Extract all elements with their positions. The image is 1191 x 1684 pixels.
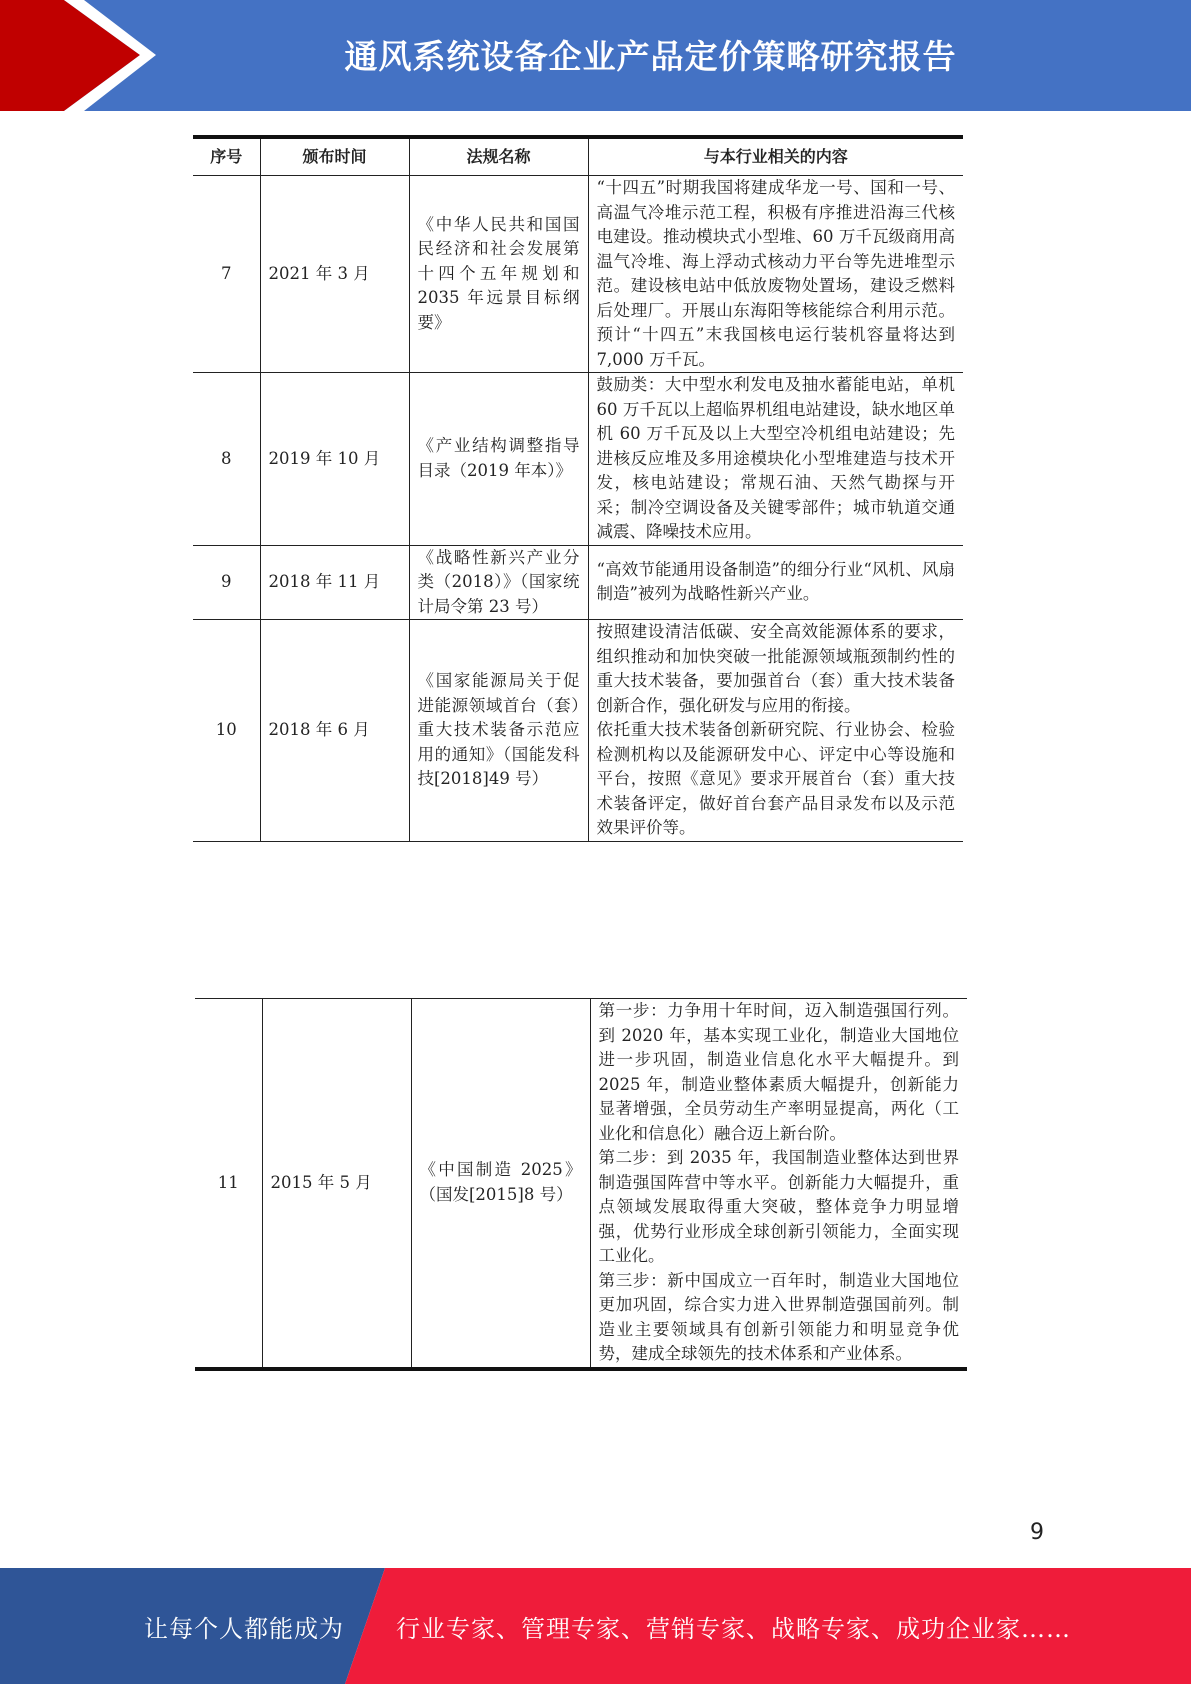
content-paragraph: 依托重大技术装备创新研究院、行业协会、检验检测机构以及能源研发中心、评定中心等设施和平台，按照《意见》要求开展首台（套）重大技术装备评定，做好首台套产品目录发布以及示范效果评价等。 (596, 720, 955, 837)
header-chevron-decoration (0, 0, 160, 111)
row-content (588, 545, 963, 620)
content-paragraph: 按照建设清洁低碳、安全高效能源体系的要求，组织推动和加快突破一批能源领域瓶颈制约性的重大技术装备，要加强首台（套）重大技术装备创新合作，强化研发与应用的衔接。 (596, 622, 955, 715)
row-number: 11 (195, 999, 262, 1369)
regulations-table-continued (195, 998, 967, 1371)
content-paragraph: 第三步：新中国成立一百年时，制造业大国地位更加巩固，综合实力进入世界制造强国前列。制造业主要领域具有创新引领能力和明显竞争优势，建成全球领先的技术体系和产业体系。 (598, 1270, 959, 1363)
table-row (193, 176, 963, 373)
page-number: 9 (1030, 1520, 1044, 1545)
column-header-law: 法规名称 (409, 137, 588, 176)
row-number: 10 (193, 620, 260, 842)
row-number: 8 (193, 373, 260, 546)
content-paragraph: 第二步：到 2035 年，我国制造业整体达到世界制造强国阵营中等水平。创新能力大幅提升，重点领域发展取得重大突破，整体竞争力明显增强，优势行业形成全球创新引领能力，全面实现工业化。 (598, 1148, 959, 1265)
row-number: 7 (193, 176, 260, 373)
row-content (588, 373, 963, 546)
red-chevron-shape (0, 0, 140, 111)
row-date: 2021 年 3 月 (260, 176, 409, 373)
row-number: 9 (193, 545, 260, 620)
footer-slogan-right: 行业专家、管理专家、营销专家、战略专家、成功企业家…… (396, 1614, 1071, 1643)
table-row (193, 545, 963, 620)
row-date: 2018 年 6 月 (260, 620, 409, 842)
column-header-number: 序号 (193, 137, 260, 176)
row-law-name: 《中国制造 2025》（国发[2015]8 号） (411, 999, 590, 1369)
table-row (195, 999, 967, 1369)
content-paragraph: 第一步：力争用十年时间，迈入制造强国行列。到 2020 年，基本实现工业化，制造业大国地位进一步巩固，制造业信息化水平大幅提升。到 2025 年，制造业整体素质大幅提升，创新能力显著增强，全员劳动生产率明显提高，两化（工业化和信息化）融合迈上新台阶。 (598, 1001, 959, 1143)
row-law-name: 《产业结构调整指导目录（2019 年本）》 (409, 373, 588, 546)
header-banner (0, 0, 1191, 111)
content-paragraph: 鼓励类：大中型水利发电及抽水蓄能电站，单机 60 万千瓦以上超临界机组电站建设，缺水地区单机 60 万千瓦及以上大型空冷机组电站建设；先进核反应堆及多用途模块化小型堆建造与技术开发，核电站建设；常规石油、天然气勘探与开采；制冷空调设备及关键零部件；城市轨道交通减震、降噪技术应用。 (596, 375, 955, 541)
table-header-row (193, 137, 963, 176)
row-content (588, 620, 963, 842)
table-row (193, 373, 963, 546)
column-header-date: 颁布时间 (260, 137, 409, 176)
row-content (588, 176, 963, 373)
row-law-name: 《中华人民共和国国民经济和社会发展第十四个五年规划和 2035 年远景目标纲要》 (409, 176, 588, 373)
row-law-name: 《国家能源局关于促进能源领域首台（套）重大技术装备示范应用的通知》（国能发科技[2018]49 号） (409, 620, 588, 842)
column-header-content: 与本行业相关的内容 (588, 137, 963, 176)
table-row (193, 620, 963, 842)
row-date: 2019 年 10 月 (260, 373, 409, 546)
page-title: 通风系统设备企业产品定价策略研究报告 (344, 36, 957, 76)
row-content (590, 999, 967, 1369)
row-law-name: 《战略性新兴产业分类（2018）》（国家统计局令第 23 号） (409, 545, 588, 620)
regulations-table (193, 135, 963, 842)
content-paragraph: “高效节能通用设备制造”的细分行业“风机、风扇制造”被列为战略性新兴产业。 (596, 559, 955, 604)
footer-slogan-left: 让每个人都能成为 (144, 1614, 344, 1643)
footer-banner (0, 1568, 1191, 1684)
row-date: 2015 年 5 月 (262, 999, 411, 1369)
content-paragraph: “十四五”时期我国将建成华龙一号、国和一号、高温气冷堆示范工程，积极有序推进沿海三代核电建设。推动模块式小型堆、60 万千瓦级商用高温气冷堆、海上浮动式核动力平台等先进堆型示范。建设核电站中低放废物处置场，建设乏燃料后处理厂。开展山东海阳等核能综合利用示范。预计“十四五”末我国核电运行装机容量将达到 7,000 万千瓦。 (596, 178, 955, 369)
row-date: 2018 年 11 月 (260, 545, 409, 620)
